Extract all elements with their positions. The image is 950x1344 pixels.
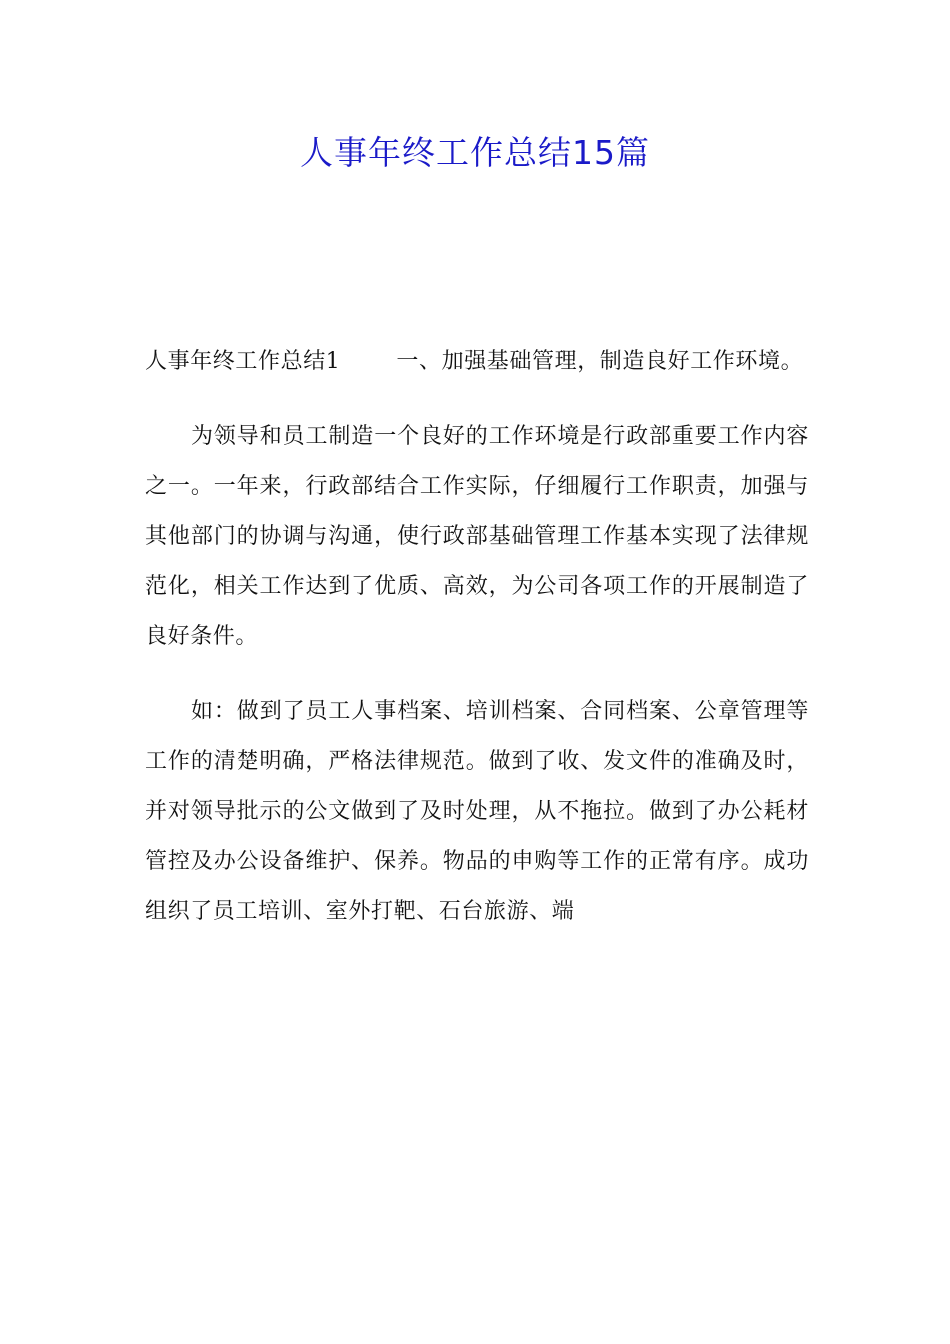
section-heading-paragraph: [145, 337, 809, 387]
body-paragraph: 为领导和员工制造一个良好的工作环境是行政部重要工作内容之一。一年来，行政部结合工作实际，仔细履行工作职责，加强与其他部门的协调与沟通，使行政部基础管理工作基本实现了法律规范化，相关工作达到了优质、高效，为公司各项工作的开展制造了良好条件。: [145, 424, 809, 649]
page-title: 人事年终工作总结15篇: [300, 133, 650, 172]
section-heading: 一、加强基础管理，制造良好工作环境。: [396, 349, 804, 374]
body-paragraph: 如：做到了员工人事档案、培训档案、合同档案、公章管理等工作的清楚明确，严格法律规范。做到了收、发文件的准确及时，并对领导批示的公文做到了及时处理，从不拖拉。做到了办公耗材管控及办公设备维护、保养。物品的申购等工作的正常有序。成功组织了员工培训、室外打靶、石台旅游、端: [145, 699, 809, 924]
section-label: 人事年终工作总结1: [145, 349, 341, 374]
document-body: [145, 337, 809, 962]
